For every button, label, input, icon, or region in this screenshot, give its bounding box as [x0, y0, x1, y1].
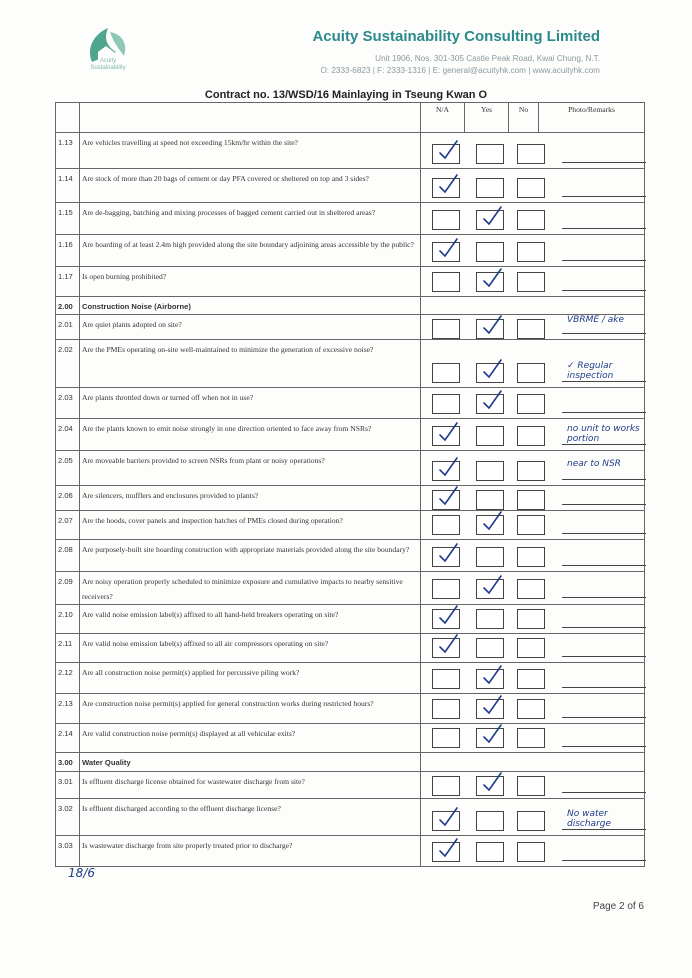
- check-mark-icon: [481, 205, 507, 227]
- item-number: 3.03: [56, 835, 80, 866]
- checkbox-na[interactable]: [432, 426, 460, 446]
- check-mark-icon: [437, 837, 463, 859]
- checkbox-no[interactable]: [517, 394, 545, 414]
- remarks-line: [562, 597, 646, 598]
- remarks-line: [562, 381, 646, 382]
- check-mark-icon: [481, 267, 507, 289]
- checkbox-yes[interactable]: [476, 394, 504, 414]
- answer-cells: [421, 235, 645, 267]
- checkbox-no[interactable]: [517, 242, 545, 262]
- checkbox-no[interactable]: [517, 669, 545, 689]
- section-title: Water Quality: [80, 753, 421, 771]
- checklist-row: [56, 540, 645, 572]
- checklist-row: [56, 753, 645, 771]
- item-number: 2.12: [56, 663, 80, 694]
- checkbox-no[interactable]: [517, 272, 545, 292]
- checklist-row: [56, 133, 645, 169]
- checklist-row: [56, 419, 645, 451]
- handwritten-remark: ✓ Regular inspection: [567, 361, 614, 382]
- checklist-row: [56, 694, 645, 724]
- handwritten-remark: no unit to works portion: [567, 424, 640, 445]
- item-number: 2.03: [56, 388, 80, 419]
- checkbox-yes[interactable]: [476, 144, 504, 164]
- col-header-na: N/A: [421, 103, 465, 133]
- check-mark-icon: [437, 604, 463, 626]
- col-header-no: No: [509, 103, 539, 133]
- question-text: Are valid noise emission label(s) affixed to all air compressors operating on site?: [80, 634, 421, 663]
- checkbox-no[interactable]: [517, 579, 545, 599]
- checkbox-yes[interactable]: [476, 776, 504, 796]
- remarks-line: [562, 687, 646, 688]
- checklist-row: [56, 724, 645, 753]
- item-number: 3.00: [56, 753, 80, 771]
- answer-cells: [421, 133, 645, 169]
- item-number: 2.00: [56, 297, 80, 315]
- checkbox-yes[interactable]: [476, 490, 504, 510]
- checkbox-yes[interactable]: [476, 515, 504, 535]
- checklist-row: [56, 235, 645, 267]
- question-text: Are construction noise permit(s) applied for general construction works during restricted hours?: [80, 694, 421, 724]
- checkbox-na[interactable]: [432, 842, 460, 862]
- remarks-line: [562, 333, 646, 334]
- question-text: Are plants throttled down or turned off when not in use?: [80, 388, 421, 419]
- check-mark-icon: [481, 314, 507, 336]
- answer-cells: [421, 724, 645, 753]
- remarks-line: [562, 260, 646, 261]
- col-header-yes: Yes: [465, 103, 509, 133]
- checkbox-yes[interactable]: [476, 579, 504, 599]
- answer-cells: [421, 605, 645, 634]
- checkbox-yes[interactable]: [476, 461, 504, 481]
- remarks-line: [562, 162, 646, 163]
- item-number: 2.06: [56, 486, 80, 511]
- checklist-row: [56, 771, 645, 798]
- question-text: Are moveable barriers provided to screen NSRs from plant or noisy operations?: [80, 451, 421, 486]
- question-text: Are the plants known to emit noise strongly in one direction oriented to face away from NSRs?: [80, 419, 421, 451]
- question-text: Is wastewater discharge from site properly treated prior to discharge?: [80, 835, 421, 866]
- checkbox-yes[interactable]: [476, 363, 504, 383]
- item-number: 1.14: [56, 169, 80, 203]
- checkbox-no[interactable]: [517, 210, 545, 230]
- item-number: 2.10: [56, 605, 80, 634]
- question-text: Are the PMEs operating on-site well-maintained to minimize the generation of excessive noise?: [80, 340, 421, 388]
- item-number: 2.01: [56, 315, 80, 340]
- section-title: Construction Noise (Airborne): [80, 297, 421, 315]
- check-mark-icon: [437, 456, 463, 478]
- remarks-line: [562, 829, 646, 830]
- remarks-line: [562, 228, 646, 229]
- question-text: Are the hoods, cover panels and inspection hatches of PMEs closed during operation?: [80, 511, 421, 540]
- checkbox-no[interactable]: [517, 609, 545, 629]
- item-number: 2.14: [56, 724, 80, 753]
- check-mark-icon: [481, 771, 507, 793]
- checkbox-na[interactable]: [432, 242, 460, 262]
- answer-cells: [421, 694, 645, 724]
- question-text: Are vehicles travelling at speed not exceeding 15km/hr within the site?: [80, 133, 421, 169]
- company-address: Unit 1906, Nos. 301-305 Castle Peak Road, Kwai Chung, N.T.: [375, 54, 600, 63]
- check-mark-icon: [437, 237, 463, 259]
- checkbox-no[interactable]: [517, 699, 545, 719]
- checklist-row: [56, 511, 645, 540]
- answer-cells: [421, 203, 645, 235]
- check-mark-icon: [437, 633, 463, 655]
- question-text: Are stock of more than 20 bags of cement or day PFA covered or sheltered on top and 3 sides?: [80, 169, 421, 203]
- checklist-row: [56, 451, 645, 486]
- checklist-row: [56, 203, 645, 235]
- checkbox-na[interactable]: [432, 272, 460, 292]
- checkbox-na[interactable]: [432, 728, 460, 748]
- question-text: Are silencers, mufflers and enclosures provided to plants?: [80, 486, 421, 511]
- item-number: 1.16: [56, 235, 80, 267]
- logo-wordmark: Acuity Sustainability: [90, 58, 126, 71]
- checkbox-yes[interactable]: [476, 728, 504, 748]
- checklist-row: [56, 388, 645, 419]
- checkbox-yes[interactable]: [476, 609, 504, 629]
- checkbox-na[interactable]: [432, 210, 460, 230]
- item-number: 2.13: [56, 694, 80, 724]
- checkbox-yes[interactable]: [476, 699, 504, 719]
- answer-cells: [421, 634, 645, 663]
- item-number: 1.13: [56, 133, 80, 169]
- question-text: Are de-bagging, batching and mixing processes of bagged cement carried out in sheltered areas?: [80, 203, 421, 235]
- checkbox-yes[interactable]: [476, 669, 504, 689]
- item-number: 2.09: [56, 572, 80, 605]
- answer-cells: [421, 511, 645, 540]
- checkbox-no[interactable]: [517, 776, 545, 796]
- checklist-row: [56, 486, 645, 511]
- handwritten-remark: No water discharge: [567, 808, 612, 829]
- question-text: Are noisy operation properly scheduled to minimize exposure and cumulative impacts to nearby sensitive receivers?: [80, 572, 421, 605]
- handwritten-remark: VBRME / ake: [567, 315, 625, 326]
- remarks-line: [562, 717, 646, 718]
- checkbox-no[interactable]: [517, 144, 545, 164]
- question-text: Is open burning prohibited?: [80, 267, 421, 297]
- answer-cells: [421, 771, 645, 798]
- remarks-line: [562, 565, 646, 566]
- checkbox-na[interactable]: [432, 394, 460, 414]
- checklist-row: [56, 572, 645, 605]
- checkbox-na[interactable]: [432, 363, 460, 383]
- remarks-line: [562, 444, 646, 445]
- item-number: 3.02: [56, 798, 80, 835]
- remarks-line: [562, 533, 646, 534]
- answer-cells: [421, 419, 645, 451]
- col-header-remarks: Photo/Remarks: [539, 103, 645, 133]
- question-text: Are valid construction noise permit(s) displayed at all vehicular exits?: [80, 724, 421, 753]
- item-number: 2.04: [56, 419, 80, 451]
- item-number: 2.05: [56, 451, 80, 486]
- remarks-line: [562, 627, 646, 628]
- remarks-line: [562, 746, 646, 747]
- checkbox-yes[interactable]: [476, 242, 504, 262]
- checkbox-yes[interactable]: [476, 811, 504, 831]
- item-number: 1.15: [56, 203, 80, 235]
- question-text: Are purposely-built site hoarding construction with appropriate materials provided along the site boundary?: [80, 540, 421, 572]
- checkbox-na[interactable]: [432, 319, 460, 339]
- check-mark-icon: [437, 421, 463, 443]
- question-text: Is effluent discharged according to the effluent discharge license?: [80, 798, 421, 835]
- answer-cells: [421, 540, 645, 572]
- remarks-line: [562, 792, 646, 793]
- checklist-row: [56, 798, 645, 835]
- remarks-line: [562, 860, 646, 861]
- answer-cells: [421, 388, 645, 419]
- check-mark-icon: [437, 173, 463, 195]
- question-text: Are hoarding of at least 2.4m high provided along the site boundary adjoining areas accessible by the public?: [80, 235, 421, 267]
- checkbox-na[interactable]: [432, 547, 460, 567]
- answer-cells: [421, 451, 645, 486]
- check-mark-icon: [437, 485, 463, 507]
- checkbox-no[interactable]: [517, 461, 545, 481]
- checkbox-na[interactable]: [432, 461, 460, 481]
- checklist-row: [56, 169, 645, 203]
- checklist-table: [55, 102, 645, 867]
- item-number: 3.01: [56, 771, 80, 798]
- checkbox-na[interactable]: [432, 776, 460, 796]
- checklist-row: [56, 267, 645, 297]
- checklist-row: [56, 315, 645, 340]
- checkbox-no[interactable]: [517, 363, 545, 383]
- item-number: 2.08: [56, 540, 80, 572]
- checklist-row: [56, 340, 645, 388]
- answer-cells: [421, 315, 645, 340]
- remarks-line: [562, 290, 646, 291]
- checkbox-yes[interactable]: [476, 272, 504, 292]
- remarks-line: [562, 656, 646, 657]
- checklist-row: [56, 297, 645, 315]
- checkbox-na[interactable]: [432, 609, 460, 629]
- handwritten-remark: near to NSR: [567, 459, 621, 470]
- answer-cells: [421, 835, 645, 866]
- checklist-row: [56, 634, 645, 663]
- check-mark-icon: [481, 694, 507, 716]
- checklist-row: [56, 835, 645, 866]
- checkbox-yes[interactable]: [476, 178, 504, 198]
- question-text: Are all construction noise permit(s) applied for percussive piling work?: [80, 663, 421, 694]
- answer-cells: [421, 169, 645, 203]
- company-contact: O: 2333-6823 | F: 2333-1316 | E: general@acuityhk.com | www.acuityhk.com: [320, 66, 600, 75]
- contract-title: Contract no. 13/WSD/16 Mainlaying in Tseung Kwan O: [204, 89, 488, 101]
- remarks-line: [562, 479, 646, 480]
- check-mark-icon: [481, 510, 507, 532]
- page-number: Page 2 of 6: [592, 901, 644, 912]
- checkbox-na[interactable]: [432, 699, 460, 719]
- answer-cells: [421, 267, 645, 297]
- checkbox-no[interactable]: [517, 638, 545, 658]
- checkbox-na[interactable]: [432, 515, 460, 535]
- checklist-row: [56, 663, 645, 694]
- checkbox-no[interactable]: [517, 178, 545, 198]
- checkbox-no[interactable]: [517, 515, 545, 535]
- check-mark-icon: [437, 542, 463, 564]
- handwritten-initials: 18/6: [68, 866, 95, 880]
- checkbox-na[interactable]: [432, 638, 460, 658]
- check-mark-icon: [481, 358, 507, 380]
- answer-cells: [421, 663, 645, 694]
- answer-cells: [421, 572, 645, 605]
- remarks-line: [562, 504, 646, 505]
- checklist-row: [56, 605, 645, 634]
- check-mark-icon: [481, 664, 507, 686]
- checkbox-na[interactable]: [432, 144, 460, 164]
- checkbox-na[interactable]: [432, 669, 460, 689]
- answer-cells: [421, 753, 645, 771]
- checkbox-no[interactable]: [517, 842, 545, 862]
- answer-cells: [421, 798, 645, 835]
- checkbox-no[interactable]: [517, 811, 545, 831]
- remarks-line: [562, 412, 646, 413]
- checkbox-yes[interactable]: [476, 842, 504, 862]
- checkbox-yes[interactable]: [476, 638, 504, 658]
- table-header-row: [56, 103, 645, 133]
- item-number: 1.17: [56, 267, 80, 297]
- question-text: Is effluent discharge license obtained for wastewater discharge from site?: [80, 771, 421, 798]
- check-mark-icon: [481, 723, 507, 745]
- checkbox-yes[interactable]: [476, 210, 504, 230]
- checkbox-yes[interactable]: [476, 547, 504, 567]
- answer-cells: [421, 486, 645, 511]
- answer-cells: [421, 340, 645, 388]
- item-number: 2.11: [56, 634, 80, 663]
- checkbox-na[interactable]: [432, 178, 460, 198]
- check-mark-icon: [481, 574, 507, 596]
- checkbox-no[interactable]: [517, 547, 545, 567]
- checkbox-na[interactable]: [432, 811, 460, 831]
- item-number: 2.02: [56, 340, 80, 388]
- answer-cells: [421, 297, 645, 315]
- checkbox-no[interactable]: [517, 728, 545, 748]
- question-text: Are quiet plants adopted on site?: [80, 315, 421, 340]
- check-mark-icon: [437, 806, 463, 828]
- checkbox-no[interactable]: [517, 426, 545, 446]
- checkbox-na[interactable]: [432, 579, 460, 599]
- company-name: Acuity Sustainability Consulting Limited: [312, 28, 600, 45]
- checkbox-no[interactable]: [517, 490, 545, 510]
- question-text: Are valid noise emission label(s) affixed to all hand-held breakers operating on site?: [80, 605, 421, 634]
- item-number: 2.07: [56, 511, 80, 540]
- checkbox-yes[interactable]: [476, 426, 504, 446]
- check-mark-icon: [437, 139, 463, 161]
- checkbox-no[interactable]: [517, 319, 545, 339]
- checkbox-na[interactable]: [432, 490, 460, 510]
- check-mark-icon: [481, 389, 507, 411]
- checkbox-yes[interactable]: [476, 319, 504, 339]
- remarks-line: [562, 196, 646, 197]
